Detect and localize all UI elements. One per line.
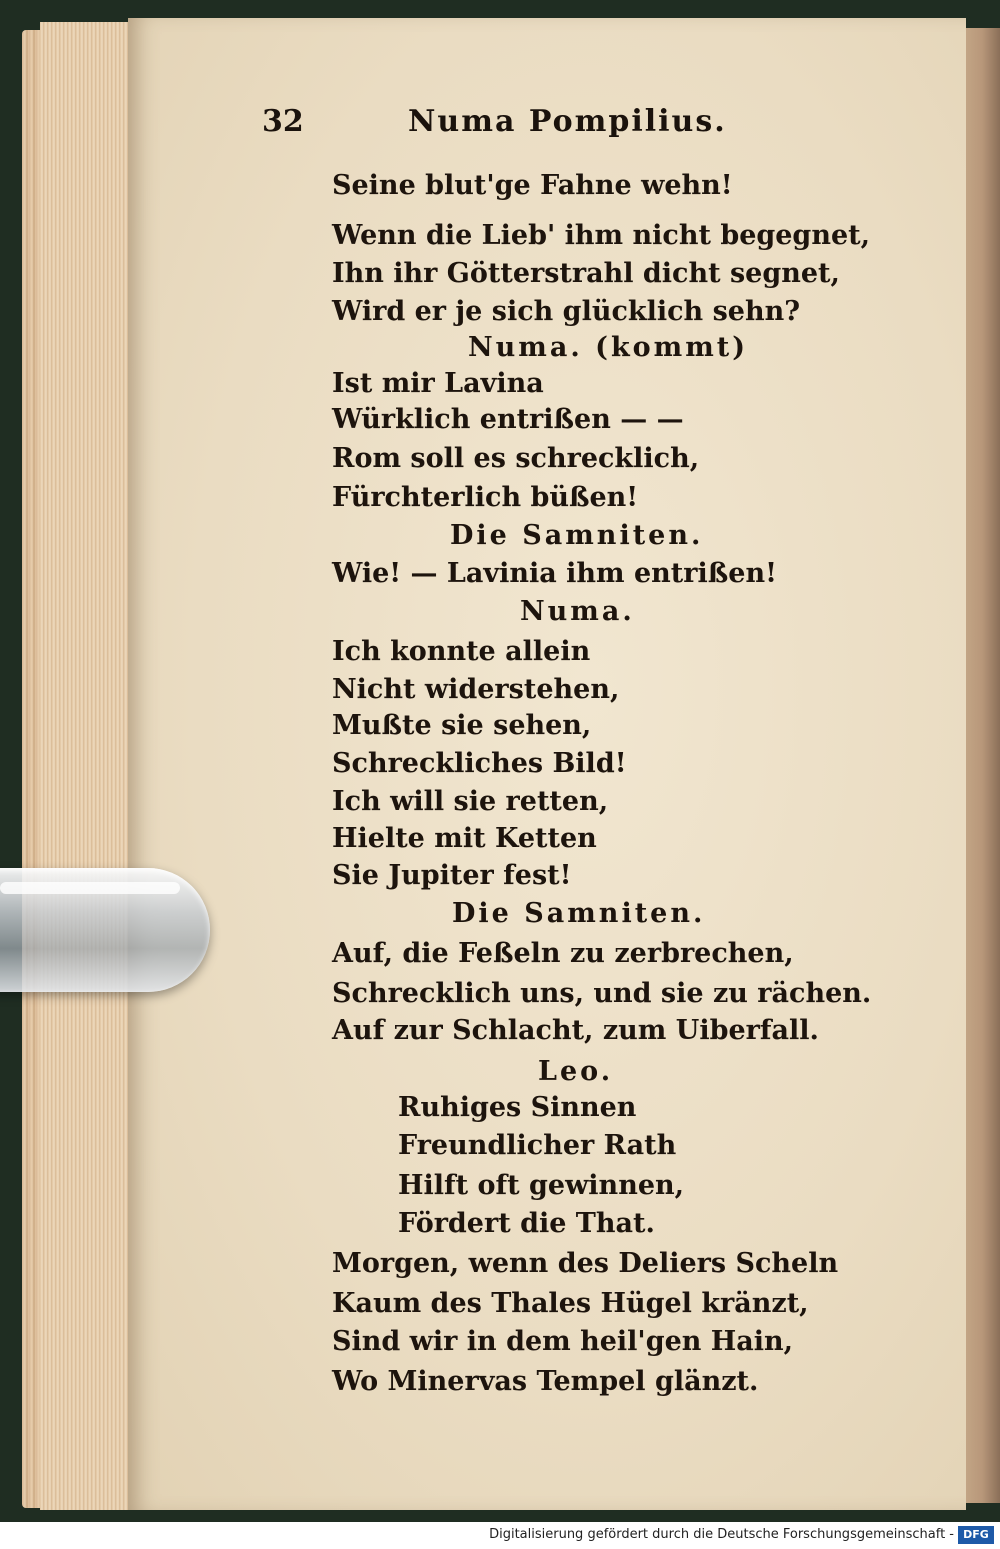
dfg-logo: DFG [958,1526,994,1544]
verse-line: Wenn die Lieb' ihm nicht begegnet, [332,220,870,251]
verse-line: Auf zur Schlacht, zum Uiberfall. [332,1015,819,1046]
verse-line: Hilft oft gewinnen, [398,1170,685,1201]
verse-line: Fürchterlich büßen! [332,482,639,513]
speaker-heading: Die Samniten. [450,520,704,551]
running-head: Numa Pompilius. [408,104,727,139]
glass-page-holder [0,868,210,992]
verse-line: Sind wir in dem heil'gen Hain, [332,1326,794,1357]
speaker-heading: Leo. [538,1056,614,1087]
verse-line: Auf, die Feßeln zu zerbrechen, [332,938,794,969]
verse-line: Seine blut'ge Fahne wehn! [332,170,733,201]
page-header [262,104,782,154]
verse-line: Ich will sie retten, [332,786,609,817]
verse-line: Ihn ihr Götterstrahl dicht segnet, [332,258,840,289]
verse-line: Schrecklich uns, und sie zu rächen. [332,978,872,1009]
verse-line: Schreckliches Bild! [332,748,627,779]
verse-line: Hielte mit Ketten [332,823,597,854]
glass-highlight [0,882,180,894]
verse-line: Nicht widerstehen, [332,674,620,705]
verse-line: Rom soll es schrecklich, [332,443,700,474]
verse-line: Wird er je sich glücklich sehn? [332,296,801,327]
verse-line: Wie! — Lavinia ihm entrißen! [332,558,777,589]
verse-line: Fördert die That. [398,1208,655,1239]
footer-bar [0,1522,1000,1549]
verse-line: Ruhiges Sinnen [398,1092,637,1123]
verse-line: Kaum des Thales Hügel kränzt, [332,1288,809,1319]
speaker-heading: Die Samniten. [452,898,706,929]
verse-line: Ist mir Lavina [332,368,544,399]
verse-line: Sie Jupiter fest! [332,860,572,891]
footer-credit: Digitalisierung gefördert durch die Deutsche Forschungsgemeinschaft - [489,1527,954,1542]
verse-line: Wo Minervas Tempel glänzt. [332,1366,759,1397]
page-number: 32 [262,104,304,139]
verse-line: Morgen, wenn des Deliers Scheln [332,1248,839,1279]
verse-line: Freundlicher Rath [398,1130,677,1161]
verse-line: Ich konnte allein [332,636,591,667]
speaker-heading: Numa. [520,596,635,627]
speaker-heading: Numa. (kommt) [468,332,749,363]
verse-line: Mußte sie sehen, [332,710,592,741]
verse-line: Würklich entrißen — — [332,404,684,435]
